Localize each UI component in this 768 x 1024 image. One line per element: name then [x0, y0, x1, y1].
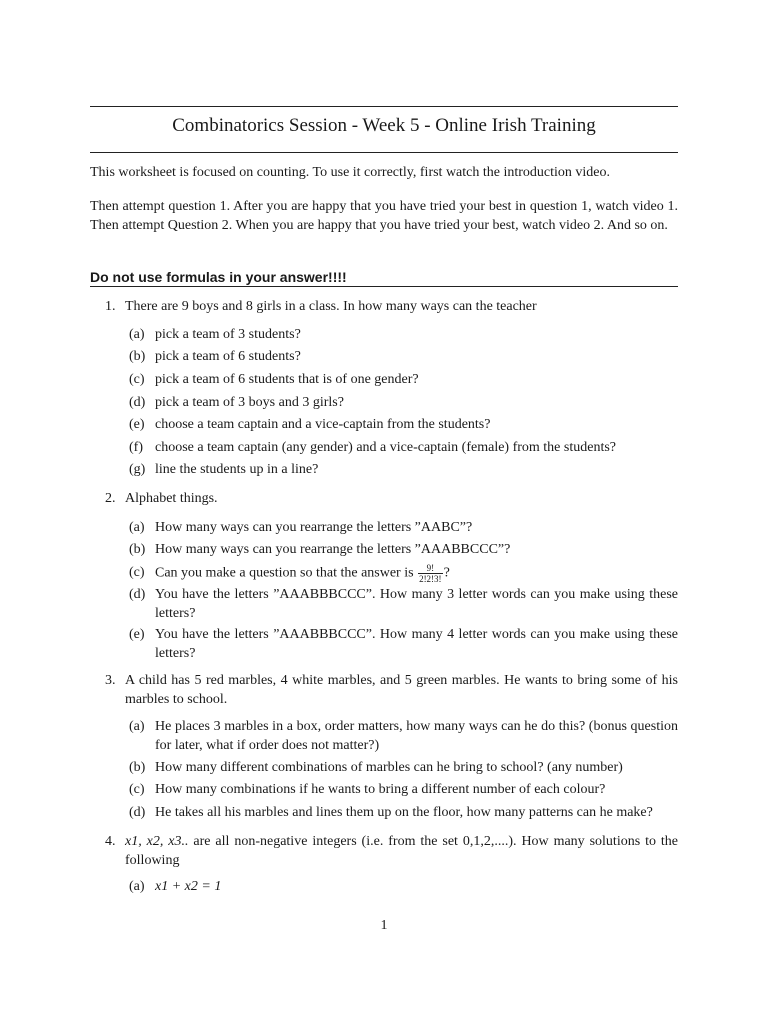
- question-4-number: 4.: [105, 834, 116, 849]
- question-2-text: Alphabet things.: [125, 491, 218, 506]
- warning-heading: Do not use formulas in your answer!!!!: [90, 269, 347, 285]
- q1-part-text: pick a team of 6 students?: [155, 349, 301, 364]
- fraction-numerator: 9!: [418, 563, 443, 574]
- q1-part-label: (e): [129, 417, 145, 432]
- top-rule: [90, 106, 678, 107]
- q2-part-label: (d): [129, 587, 146, 602]
- page-title: Combinatorics Session - Week 5 - Online Irish Training: [172, 115, 596, 136]
- factorial-fraction: [418, 563, 443, 584]
- warning-rule: [90, 286, 678, 287]
- intro-paragraph-2: Then attempt question 1. After you are happy that you have tried your best in question 1, watch video 1. Then attempt Question 2. When you are happy that you have tried your best, watch video 2. And so on.: [90, 199, 678, 233]
- q3-part-label: (d): [129, 805, 146, 820]
- question-1-number: 1.: [105, 299, 116, 314]
- q1-part-text: pick a team of 6 students that is of one gender?: [155, 372, 419, 387]
- title-underline-rule: [90, 152, 678, 153]
- q3-part-label: (c): [129, 782, 145, 797]
- question-2-number: 2.: [105, 491, 116, 506]
- q3-part-label: (a): [129, 719, 145, 734]
- q3-part-text: How many different combinations of marbles can he bring to school? (any number): [155, 760, 623, 775]
- q3-part-text: He places 3 marbles in a box, order matters, how many ways can he do this? (bonus question for later, what if order does not matter?): [155, 719, 678, 753]
- q1-part-text: choose a team captain (any gender) and a vice-captain (female) from the students?: [155, 440, 617, 455]
- q1-part-text: pick a team of 3 students?: [155, 327, 301, 342]
- q2-part-text: You have the letters ”AAABBBCCC”. How many 3 letter words can you make using these letters?: [155, 587, 678, 621]
- q2-part-label: (c): [129, 565, 145, 580]
- intro-paragraph-1: This worksheet is focused on counting. To use it correctly, first watch the introduction video.: [90, 165, 611, 180]
- q1-part-label: (c): [129, 372, 145, 387]
- q4-part-text: x1 + x2 = 1: [155, 879, 222, 894]
- question-4-text-line: [125, 832, 678, 870]
- q1-part-text: choose a team captain and a vice-captain from the students?: [155, 417, 491, 432]
- q2-part-label: (a): [129, 520, 145, 535]
- q4-part-equation: [155, 877, 678, 896]
- q1-part-text: pick a team of 3 boys and 3 girls?: [155, 395, 344, 410]
- q1-part-label: (g): [129, 462, 146, 477]
- question-3-number: 3.: [105, 673, 116, 688]
- q2-part-label: (e): [129, 627, 145, 642]
- q1-part-text: line the students up in a line?: [155, 462, 319, 477]
- q2-part-text: How many ways can you rearrange the letters ”AABC”?: [155, 520, 473, 535]
- q2-part-text: Can you make a question so that the answer is: [155, 565, 414, 581]
- q2-part-c-line: [155, 563, 678, 584]
- question-4-text: are all non-negative integers (i.e. from the set 0,1,2,....). How many solutions to the following: [125, 834, 678, 868]
- q3-part-text: He takes all his marbles and lines them up on the floor, how many patterns can he make?: [155, 805, 653, 820]
- q2-part-label: (b): [129, 542, 146, 557]
- page-number: 1: [380, 918, 388, 933]
- q3-part-label: (b): [129, 760, 146, 775]
- question-1-text: There are 9 boys and 8 girls in a class. In how many ways can the teacher: [125, 299, 537, 314]
- q3-part-text: How many combinations if he wants to bring a different number of each colour?: [155, 782, 606, 797]
- fraction-denominator: 2!2!3!: [419, 574, 442, 584]
- q2-part-text: How many ways can you rearrange the letters ”AAABBCCC”?: [155, 542, 511, 557]
- fraction-suffix: ?: [443, 565, 450, 581]
- question-4-variables: x1, x2, x3..: [125, 834, 189, 849]
- q2-part-text: You have the letters ”AAABBBCCC”. How many 4 letter words can you make using these letters?: [155, 627, 678, 661]
- q1-part-label: (f): [129, 440, 143, 455]
- q1-part-label: (d): [129, 395, 146, 410]
- q1-part-label: (b): [129, 349, 146, 364]
- question-3-text: A child has 5 red marbles, 4 white marbles, and 5 green marbles. He wants to bring some of his marbles to school.: [125, 673, 678, 707]
- q4-part-label: (a): [129, 879, 145, 894]
- q1-part-label: (a): [129, 327, 145, 342]
